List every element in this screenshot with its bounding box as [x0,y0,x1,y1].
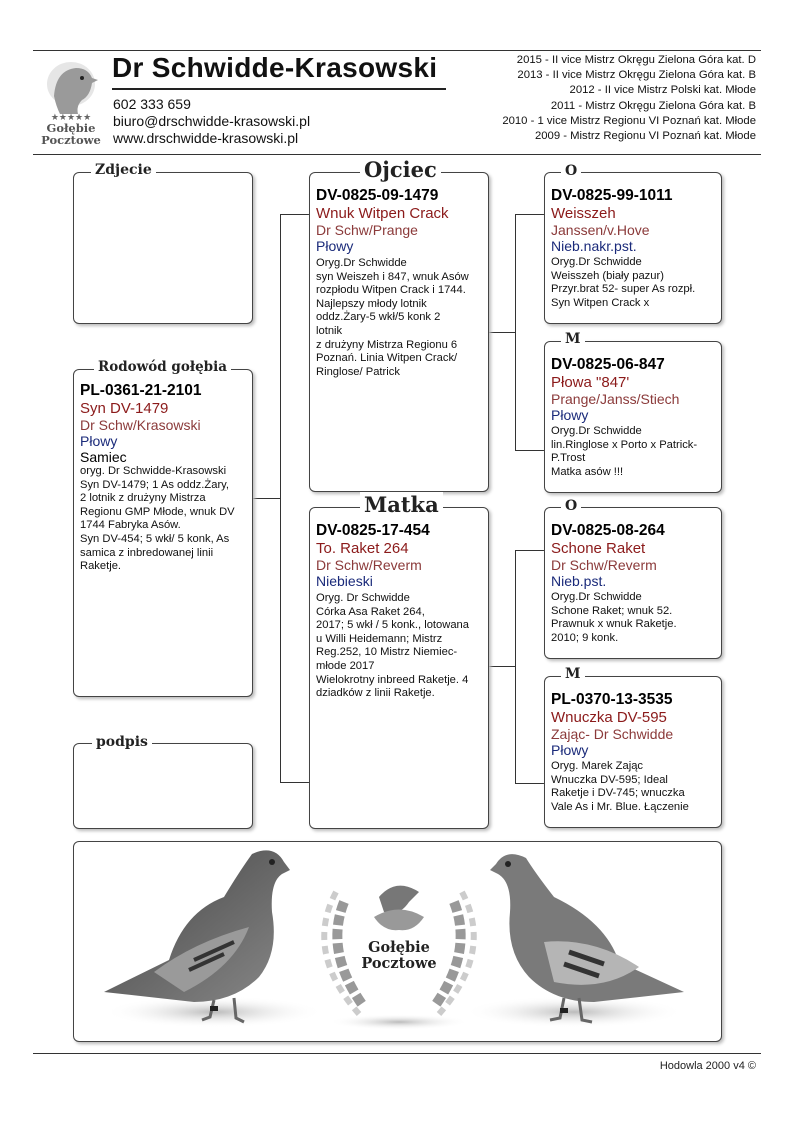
signature-label: podpis [92,734,152,750]
mother-box [309,507,489,829]
mm-notes: Oryg. Marek Zając Wnuczka DV-595; Ideal Raketje i DV-745; wnuczka Vale As i Mr. Blue. Łączenie [551,760,689,813]
pigeon-notes: oryg. Dr Schwidde-Krasowski Syn DV-1479; 1 As oddz.Żary, 2 lotnik z drużyny Mistrza Regionu GMP Młode, wnuk DV 1744 Fabryka Asów. Syn DV-454; 5 wkł/ 5 konk, As samica z inbredowanej linii Raketje. [80,465,235,573]
pigeon-color: Płowy [80,433,118,449]
connector [280,782,310,783]
achievement: 2009 - Mistrz Regionu VI Poznań kat. Młode [534,130,756,143]
achievement: 2012 - II vice Mistrz Polski kat. Młode [569,84,756,97]
fm-color: Płowy [551,407,589,423]
svg-text:★★★★★: ★★★★★ [50,113,92,123]
header-rule [33,154,761,155]
fm-ring: DV-0825-06-847 [551,356,665,373]
father-box [309,172,489,492]
logo-text: Gołębie Pocztowe [41,121,101,147]
left-pigeon-icon [104,850,290,1022]
pigeon-ring: PL-0361-21-2101 [80,382,202,399]
connector [253,498,280,499]
mother-breed: Dr Schw/Reverm [316,557,422,573]
pigeon-breed: Dr Schw/Krasowski [80,417,201,433]
connector [515,550,516,783]
signature-box [73,743,253,829]
connector [280,214,281,782]
maternal-grandmother-box [544,676,722,828]
father-breed: Dr Schw/Prange [316,222,418,238]
email: biuro@drschwidde-krasowski.pl [113,113,311,129]
mf-ring: DV-0825-08-264 [551,522,665,539]
connector [515,214,545,215]
name-underline [112,88,446,90]
mf-color: Nieb.pst. [551,573,607,589]
father-notes: Oryg.Dr Schwidde syn Weiszeh i 847, wnuk Asów rozpłodu Witpen Crack i 1744. Najlepszy młody lotnik oddz.Żary-5 wkł/5 konk 2 lotnik z drużyny Mistrza Regionu 6 Poznań. Linia Witpen Crack/ Ringlose/ Patrick [316,257,469,378]
ff-name: Weisszeh [551,205,616,222]
maternal-grandfather-box [544,507,722,659]
connector [488,332,515,333]
mother-notes: Oryg. Dr Schwidde Córka Asa Raket 264, 2017; 5 wkł / 5 konk., lotowana u Willi Heidemann; Mistrz Reg.252, 10 Mistrz Niemiec- młode 2017 Wielokrotny inbreed Raketje. 4 dziadków z linii Raketje. [316,592,469,700]
mm-name: Wnuczka DV-595 [551,709,667,726]
pigeon-label: Rodowód gołębia [94,359,231,375]
mf-name: Schone Raket [551,540,646,557]
emblem-text: Gołębie Pocztowe [361,939,437,972]
ff-color: Nieb.nakr.pst. [551,238,637,254]
club-logo [36,56,106,146]
father-name: Wnuk Witpen Crack [316,205,449,222]
mm-ring: PL-0370-13-3535 [551,691,673,708]
connector [515,214,516,450]
mother-color: Niebieski [316,573,373,589]
mother-name: To. Raket 264 [316,540,409,557]
breeder-name: Dr Schwidde-Krasowski [112,52,438,83]
mf-breed: Dr Schw/Reverm [551,557,657,573]
right-pigeon-icon [490,854,684,1022]
fm-label: M [561,331,585,347]
mf-notes: Oryg.Dr Schwidde Schone Raket; wnuk 52. Prawnuk x wnuk Raketje. 2010; 9 konk. [551,591,677,644]
father-label: Ojciec [360,157,441,182]
mm-label: M [561,666,585,682]
mother-label: Matka [360,492,443,517]
connector [280,214,310,215]
fm-name: Płowa "847' [551,374,630,391]
father-color: Płowy [316,238,354,254]
father-ring: DV-0825-09-1479 [316,187,439,204]
paternal-grandfather-box [544,172,722,324]
achievement: 2010 - 1 vice Mistrz Regionu VI Poznań kat. Młode [502,114,756,127]
connector [515,783,545,784]
website: www.drschwidde-krasowski.pl [113,130,299,146]
footer-text: Hodowla 2000 v4 © [659,1060,756,1072]
achievements-list [502,53,756,144]
paternal-grandmother-box [544,341,722,493]
fm-breed: Prange/Janss/Stiech [551,391,680,407]
photo-label: Zdjecie [91,162,156,178]
achievement: 2013 - II vice Mistrz Okręgu Zielona Góra kat. B [517,69,756,82]
top-rule [33,50,761,51]
pigeon-sex: Samiec [80,449,127,465]
achievement: 2011 - Mistrz Okręgu Zielona Góra kat. B [550,99,756,112]
mother-ring: DV-0825-17-454 [316,522,430,539]
connector [515,450,545,451]
phone: 602 333 659 [113,96,191,112]
ff-ring: DV-0825-99-1011 [551,187,673,204]
footer-rule [33,1053,761,1054]
mm-color: Płowy [551,742,589,758]
connector [488,666,515,667]
achievement: 2015 - II vice Mistrz Okręgu Zielona Góra kat. D [516,54,756,66]
mm-breed: Zając- Dr Schwidde [551,726,674,742]
ff-breed: Janssen/v.Hove [551,222,650,238]
fm-notes: Oryg.Dr Schwidde lin.Ringlose x Porto x Patrick- P.Trost Matka asów !!! [551,425,698,478]
pigeon-box [73,369,253,697]
ff-notes: Oryg.Dr Schwidde Weisszeh (biały pazur) Przyr.brat 52- super As rozpł. Syn Witpen Crack x [551,256,696,309]
pigeon-name: Syn DV-1479 [80,400,169,417]
mf-label: O [561,498,581,514]
photo-box [73,172,253,324]
banner [73,841,722,1042]
connector [515,550,545,551]
ff-label: O [561,163,581,179]
